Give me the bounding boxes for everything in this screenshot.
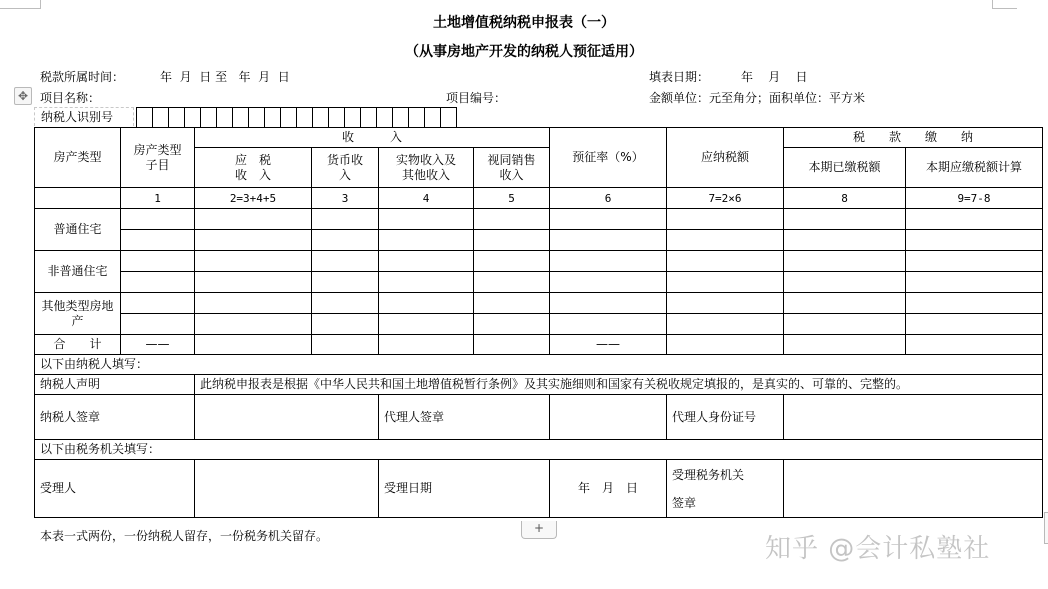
taxpayer-id-digit-box[interactable] — [201, 107, 217, 127]
tax-period-value: 年 月 日 至 年 月 日 — [160, 70, 290, 84]
data-cell[interactable] — [474, 209, 550, 230]
taxpayer-id-digit-box[interactable] — [185, 107, 201, 127]
project-name-label: 项目名称： — [40, 91, 101, 105]
tax-period-label: 税款所属时间： — [40, 70, 125, 84]
data-cell[interactable] — [195, 209, 312, 230]
total-cell[interactable] — [474, 335, 550, 355]
total-cell[interactable] — [195, 335, 312, 355]
total-label: 合 计 — [35, 335, 121, 355]
declaration-text: 此纳税申报表是根据《中华人民共和国土地增值税暂行条例》及其实施细则和国家有关税收规定填报的，是真实的、可靠的、完整的。 — [195, 375, 1043, 395]
data-cell[interactable] — [550, 314, 667, 335]
header-tax-payable: 应纳税额 — [667, 128, 784, 188]
data-cell[interactable] — [784, 293, 906, 314]
table-row — [35, 251, 1043, 272]
data-cell[interactable] — [667, 251, 784, 272]
taxpayer-seal-field[interactable] — [195, 395, 379, 440]
data-cell[interactable] — [312, 314, 379, 335]
taxpayer-id-boxes[interactable] — [136, 107, 457, 127]
data-cell[interactable] — [121, 209, 195, 230]
data-cell[interactable] — [474, 272, 550, 293]
table-move-handle-icon[interactable]: ✥ — [14, 87, 32, 105]
taxpayer-id-digit-box[interactable] — [441, 107, 457, 127]
total-cell[interactable] — [312, 335, 379, 355]
data-cell[interactable] — [667, 272, 784, 293]
table-row — [35, 230, 1043, 251]
document-subtitle: （从事房地产开发的纳税人预征适用） — [405, 44, 643, 60]
column-number-cell — [35, 188, 121, 209]
data-cell[interactable] — [784, 251, 906, 272]
tax-authority-section-heading: 以下由税务机关填写： — [35, 440, 1043, 460]
column-number-cell: 7=2×6 — [667, 188, 784, 209]
column-number-cell: 1 — [121, 188, 195, 209]
tax-return-table — [34, 127, 1043, 518]
data-cell[interactable] — [195, 230, 312, 251]
total-subtype-dash: —— — [121, 335, 195, 355]
authority-seal-label: 受理税务机关 签章 — [667, 460, 784, 518]
header-property-subtype: 房产类型 子目 — [121, 128, 195, 188]
data-cell[interactable] — [906, 314, 1043, 335]
header-deemed-sales: 视同销售 收入 — [474, 148, 550, 188]
data-cell[interactable] — [550, 272, 667, 293]
data-cell[interactable] — [312, 251, 379, 272]
total-cell[interactable] — [667, 335, 784, 355]
data-cell[interactable] — [379, 272, 474, 293]
agent-id-label: 代理人身份证号 — [667, 395, 784, 440]
taxpayer-id-digit-box[interactable] — [345, 107, 361, 127]
data-cell[interactable] — [667, 209, 784, 230]
taxpayer-id-digit-box[interactable] — [313, 107, 329, 127]
document-title: 土地增值税纳税申报表（一） — [433, 15, 615, 31]
data-cell[interactable] — [906, 230, 1043, 251]
data-cell[interactable] — [195, 272, 312, 293]
data-cell[interactable] — [195, 251, 312, 272]
column-number-cell: 3 — [312, 188, 379, 209]
row-group-label: 普通住宅 — [35, 209, 121, 251]
table-row — [35, 293, 1043, 314]
total-cell[interactable] — [379, 335, 474, 355]
taxpayer-id-digit-box[interactable] — [249, 107, 265, 127]
declaration-label: 纳税人声明 — [35, 375, 195, 395]
data-cell[interactable] — [474, 314, 550, 335]
row-group-label: 其他类型房地产 — [35, 293, 121, 335]
header-due-this-period: 本期应缴税额计算 — [906, 148, 1043, 188]
data-cell[interactable] — [379, 251, 474, 272]
data-cell[interactable] — [906, 293, 1043, 314]
receive-date-label: 受理日期 — [379, 460, 550, 518]
header-income-group: 收 入 — [195, 128, 550, 148]
add-row-button[interactable]: + — [521, 521, 557, 539]
taxpayer-id-digit-box[interactable] — [281, 107, 297, 127]
row-group-label: 非普通住宅 — [35, 251, 121, 293]
total-row — [35, 335, 1043, 355]
data-cell[interactable] — [784, 209, 906, 230]
taxpayer-id-digit-box[interactable] — [137, 107, 153, 127]
column-number-cell: 2=3+4+5 — [195, 188, 312, 209]
column-number-row — [35, 188, 1043, 209]
taxpayer-id-digit-box[interactable] — [393, 107, 409, 127]
watermark: 知乎 @会计私塾社 — [765, 534, 991, 564]
receiver-field[interactable] — [195, 460, 379, 518]
data-cell[interactable] — [550, 230, 667, 251]
taxpayer-id-digit-box[interactable] — [153, 107, 169, 127]
data-cell[interactable] — [195, 293, 312, 314]
data-cell[interactable] — [667, 314, 784, 335]
column-number-cell: 6 — [550, 188, 667, 209]
data-cell[interactable] — [121, 230, 195, 251]
data-cell[interactable] — [550, 209, 667, 230]
data-cell[interactable] — [312, 272, 379, 293]
table-row — [35, 314, 1043, 335]
receive-date-value[interactable]: 年 月 日 — [550, 460, 667, 518]
taxpayer-id-digit-box[interactable] — [425, 107, 441, 127]
table-row — [35, 272, 1043, 293]
data-cell[interactable] — [784, 230, 906, 251]
fill-date-label: 填表日期： — [649, 70, 710, 84]
taxpayer-id-digit-box[interactable] — [377, 107, 393, 127]
data-cell[interactable] — [474, 251, 550, 272]
table-row — [35, 209, 1043, 230]
column-number-cell: 5 — [474, 188, 550, 209]
data-cell[interactable] — [906, 272, 1043, 293]
data-cell[interactable] — [474, 230, 550, 251]
header-taxable-income: 应 税 收 入 — [195, 148, 312, 188]
data-cell[interactable] — [195, 314, 312, 335]
header-prepay-rate: 预征率（%） — [550, 128, 667, 188]
column-number-cell: 9=7-8 — [906, 188, 1043, 209]
data-cell[interactable] — [379, 293, 474, 314]
taxpayer-id-digit-box[interactable] — [265, 107, 281, 127]
agent-id-field[interactable] — [784, 395, 1043, 440]
agent-seal-label: 代理人签章 — [379, 395, 550, 440]
taxpayer-id-digit-box[interactable] — [297, 107, 313, 127]
data-cell[interactable] — [312, 209, 379, 230]
data-cell[interactable] — [667, 293, 784, 314]
header-property-type: 房产类型 — [35, 128, 121, 188]
column-number-cell: 8 — [784, 188, 906, 209]
unit-label: 金额单位：元至角分；面积单位：平方米 — [649, 91, 866, 105]
data-cell[interactable] — [474, 293, 550, 314]
page-corner-mark-right — [992, 0, 1017, 9]
column-number-cell: 4 — [379, 188, 474, 209]
data-cell[interactable] — [121, 251, 195, 272]
fill-date-value: 年 月 日 — [741, 70, 808, 84]
data-cell[interactable] — [312, 230, 379, 251]
page-corner-mark-left — [0, 0, 41, 9]
taxpayer-id-digit-box[interactable] — [361, 107, 377, 127]
data-cell[interactable] — [312, 293, 379, 314]
total-cell[interactable] — [906, 335, 1043, 355]
taxpayer-seal-label: 纳税人签章 — [35, 395, 195, 440]
project-number-label: 项目编号： — [446, 91, 507, 105]
taxpayer-id-label: 纳税人识别号 — [34, 107, 134, 126]
header-monetary-income: 货币收 入 — [312, 148, 379, 188]
authority-seal-field[interactable] — [784, 460, 1043, 518]
taxpayer-id-digit-box[interactable] — [329, 107, 345, 127]
taxpayer-id-digit-box[interactable] — [217, 107, 233, 127]
header-in-kind-income: 实物收入及 其他收入 — [379, 148, 474, 188]
total-cell[interactable] — [784, 335, 906, 355]
data-cell[interactable] — [121, 293, 195, 314]
data-cell[interactable] — [906, 251, 1043, 272]
data-cell[interactable] — [121, 314, 195, 335]
taxpayer-id-digit-box[interactable] — [169, 107, 185, 127]
header-paid-this-period: 本期已缴税额 — [784, 148, 906, 188]
agent-seal-field[interactable] — [550, 395, 667, 440]
data-cell[interactable] — [121, 272, 195, 293]
data-cell[interactable] — [379, 230, 474, 251]
receiver-label: 受理人 — [35, 460, 195, 518]
footnote: 本表一式两份，一份纳税人留存，一份税务机关留存。 — [40, 529, 329, 543]
taxpayer-section-heading: 以下由纳税人填写： — [35, 355, 1043, 375]
data-cell[interactable] — [550, 293, 667, 314]
add-column-button[interactable] — [1044, 512, 1048, 544]
total-rate-dash: —— — [550, 335, 667, 355]
data-cell[interactable] — [906, 209, 1043, 230]
data-cell[interactable] — [784, 314, 906, 335]
data-cell[interactable] — [379, 209, 474, 230]
data-cell[interactable] — [550, 251, 667, 272]
header-tax-payment-group: 税 款 缴 纳 — [784, 128, 1043, 148]
data-cell[interactable] — [379, 314, 474, 335]
data-cell[interactable] — [667, 230, 784, 251]
data-cell[interactable] — [784, 272, 906, 293]
taxpayer-id-digit-box[interactable] — [409, 107, 425, 127]
taxpayer-id-digit-box[interactable] — [233, 107, 249, 127]
